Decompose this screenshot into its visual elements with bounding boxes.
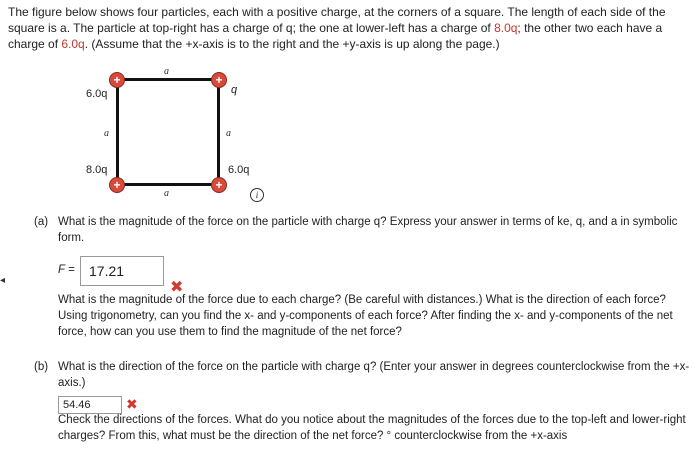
left-side-label: a xyxy=(104,128,109,139)
part-a-letter: (a) xyxy=(34,216,49,228)
intro-highlight-lower-left: 8.0q xyxy=(494,21,518,35)
top-left-charge-label: 6.0q xyxy=(86,88,108,100)
bottom-left-charge-label: 8.0q xyxy=(86,164,108,176)
right-side-label: a xyxy=(226,128,231,139)
intro-highlight-others: 6.0q xyxy=(61,37,85,51)
bottom-right-charge-icon: + xyxy=(211,177,227,193)
intro-text-1: The figure below shows four particles, each with a positive charge, at the corners of a square. The length of each side of the square is a. The particle at top-right has a charge of q; the one at lower-left has a charge of xyxy=(8,5,666,35)
info-icon[interactable]: i xyxy=(250,188,264,202)
intro-text-2: ; the other two each have a charge of xyxy=(8,21,663,51)
top-right-charge-label: q xyxy=(231,84,238,96)
part-b-question: What is the direction of the force on the particle with charge q? (Enter your answer in degrees counterclockwise from the +x-axis.) xyxy=(58,361,690,389)
problem-intro xyxy=(8,4,696,52)
top-right-charge-icon: + xyxy=(211,72,227,88)
part-b-answer-field[interactable]: 54.46 xyxy=(58,396,122,414)
part-a-answer-label: F = xyxy=(58,264,75,276)
part-b-wrong-icon: ✖ xyxy=(126,396,138,412)
square-charge-figure xyxy=(78,60,298,210)
part-a-answer-field[interactable]: 17.21 xyxy=(80,256,164,286)
bottom-side-label: a xyxy=(164,188,169,199)
part-a-wrong-icon: ✖ xyxy=(170,279,184,296)
left-edge-marker: ◂ xyxy=(0,275,6,286)
top-left-charge-icon: + xyxy=(109,72,125,88)
part-b-letter: (b) xyxy=(34,361,49,373)
part-a-hint: What is the magnitude of the force due to each charge? (Be careful with distances.) What is the direction of each force? Using trigonometry, can you find the x- and y-components of each force? After finding the x- and y-components of the net force, how can you use them to find the magnitude of the net force? xyxy=(58,294,673,338)
top-side-label: a xyxy=(164,66,169,77)
square-outline xyxy=(116,78,220,186)
part-a-question: What is the magnitude of the force on the particle with charge q? Express your answer in terms of ke, q, and a in symbolic form. xyxy=(58,216,678,244)
bottom-right-charge-label: 6.0q xyxy=(228,164,250,176)
part-b-hint: Check the directions of the forces. What do you notice about the magnitudes of the forces due to the top-left and lower-right charges? From this, what must be the direction of the net force? ° counterclockwise from the +x-axis xyxy=(58,414,686,442)
intro-text-3: . (Assume that the +x-axis is to the right and the +y-axis is up along the page.) xyxy=(84,37,500,51)
bottom-left-charge-icon: + xyxy=(109,177,125,193)
